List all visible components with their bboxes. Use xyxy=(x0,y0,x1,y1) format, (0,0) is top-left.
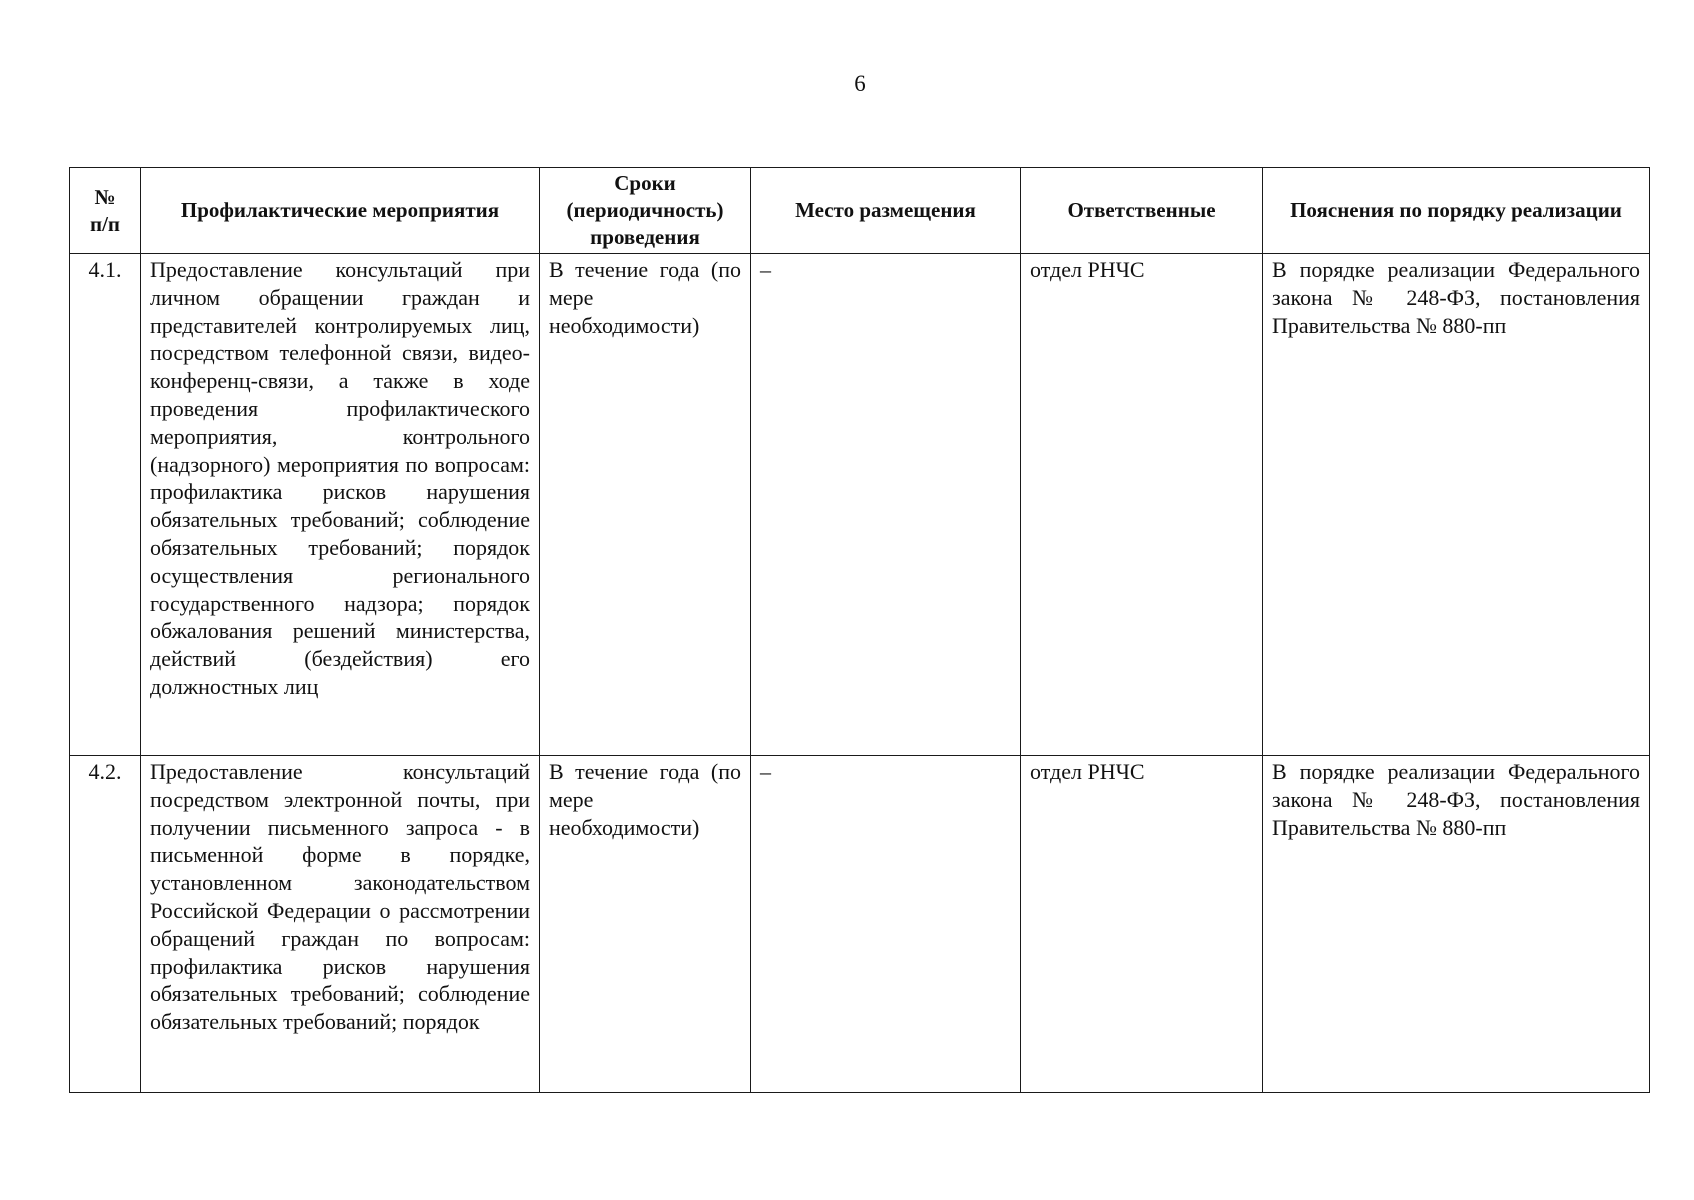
row-place: – xyxy=(751,756,1021,1093)
page-number: 6 xyxy=(854,71,866,96)
row-note: В порядке реализации Федерального закона № 248-ФЗ, постановления Правительства № 880-пп xyxy=(1263,756,1650,1093)
row-number: 4.1. xyxy=(70,254,141,756)
header-responsible: Ответственные xyxy=(1021,168,1263,254)
table-row xyxy=(70,756,1650,1093)
measures-table xyxy=(69,167,1650,1093)
row-timing: В течение года (по мере необходимости) xyxy=(540,254,751,756)
table-header-row xyxy=(70,168,1650,254)
row-measure: Предоставление консультаций посредством электронной почты, при получении письменного запроса - в письменной форме в порядке, установленном законодательством Российской Федерации о рассмотрении обращений граждан по вопросам: профилактика рисков нарушения обязательных требований; соблюдение обязательных требований; порядок xyxy=(141,756,540,1093)
row-responsible: отдел РНЧС xyxy=(1021,756,1263,1093)
header-timing: Сроки (периодичность) проведения xyxy=(540,168,751,254)
row-note: В порядке реализации Федерального закона № 248-ФЗ, постановления Правительства № 880-пп xyxy=(1263,254,1650,756)
row-measure: Предоставление консультаций при личном обращении граждан и представителей контролируемых лиц, посредством телефонной связи, видео-конференц-связи, а также в ходе проведения профилактического мероприятия, контрольного (надзорного) мероприятия по вопросам: профилактика рисков нарушения обязательных требований; соблюдение обязательных требований; порядок осуществления регионального государственного надзора; порядок обжалования решений министерства, действий (бездействия) его должностных лиц xyxy=(141,254,540,756)
header-notes: Пояснения по порядку реализации xyxy=(1263,168,1650,254)
row-number: 4.2. xyxy=(70,756,141,1093)
header-place: Место размещения xyxy=(751,168,1021,254)
table-row xyxy=(70,254,1650,756)
row-place: – xyxy=(751,254,1021,756)
row-responsible: отдел РНЧС xyxy=(1021,254,1263,756)
header-measures: Профилактические мероприятия xyxy=(141,168,540,254)
row-timing: В течение года (по мере необходимости) xyxy=(540,756,751,1093)
header-num: № п/п xyxy=(70,168,141,254)
